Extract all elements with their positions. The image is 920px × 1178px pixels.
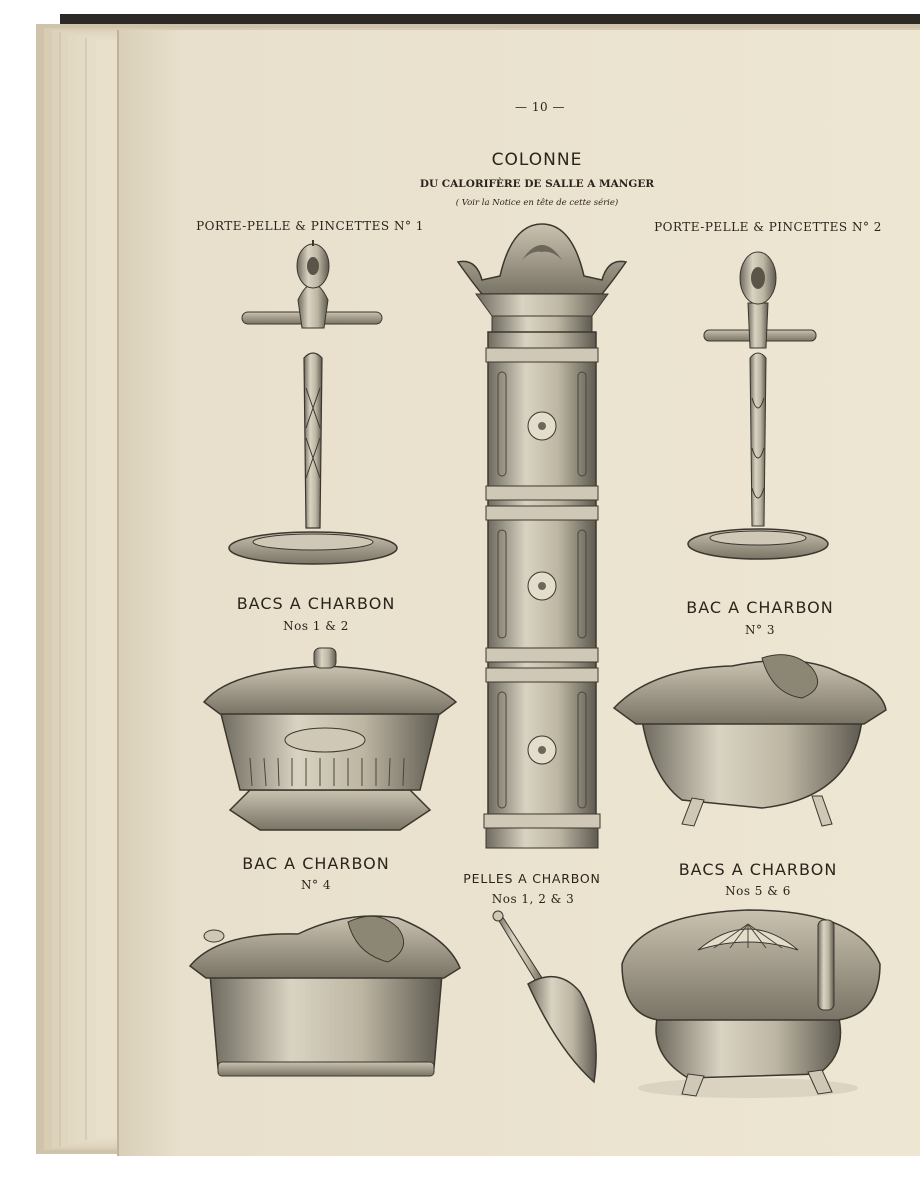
bac-4-title: BAC A CHARBON <box>242 854 390 873</box>
bac-4-number: N° 4 <box>301 878 331 892</box>
colonne-title: COLONNE <box>491 150 583 170</box>
bacs-1-2-title: BACS A CHARBON <box>236 594 396 613</box>
coal-scuttle-3-illustration <box>612 648 888 832</box>
coal-box-1-2-illustration <box>200 640 460 836</box>
coal-shovel-illustration <box>488 910 606 1088</box>
bacs-5-6-title: BACS A CHARBON <box>678 860 838 879</box>
porte-pelle-1-label: PORTE-PELLE & PINCETTES N° 1 <box>196 219 424 233</box>
bac-3-number: N° 3 <box>745 623 775 637</box>
porte-pelle-2-label: PORTE-PELLE & PINCETTES N° 2 <box>654 220 882 234</box>
colonne-note: ( Voir la Notice en tête de cette série) <box>455 198 619 208</box>
tool-stand-2-illustration <box>682 248 834 566</box>
column-illustration <box>452 220 632 852</box>
bacs-1-2-number: Nos 1 & 2 <box>283 619 349 633</box>
tool-stand-1-illustration <box>220 238 410 573</box>
shell-coal-box-5-6-illustration <box>618 904 886 1104</box>
coal-scuttle-4-illustration <box>188 908 464 1080</box>
colonne-subtitle: DU CALORIFÈRE DE SALLE A MANGER <box>419 178 655 190</box>
bac-3-title: BAC A CHARBON <box>686 598 834 617</box>
pelles-title: PELLES A CHARBON <box>463 871 601 886</box>
pelles-number: Nos 1, 2 & 3 <box>491 892 575 906</box>
page-number: — 10 — <box>515 100 565 114</box>
bacs-5-6-number: Nos 5 & 6 <box>725 884 791 898</box>
